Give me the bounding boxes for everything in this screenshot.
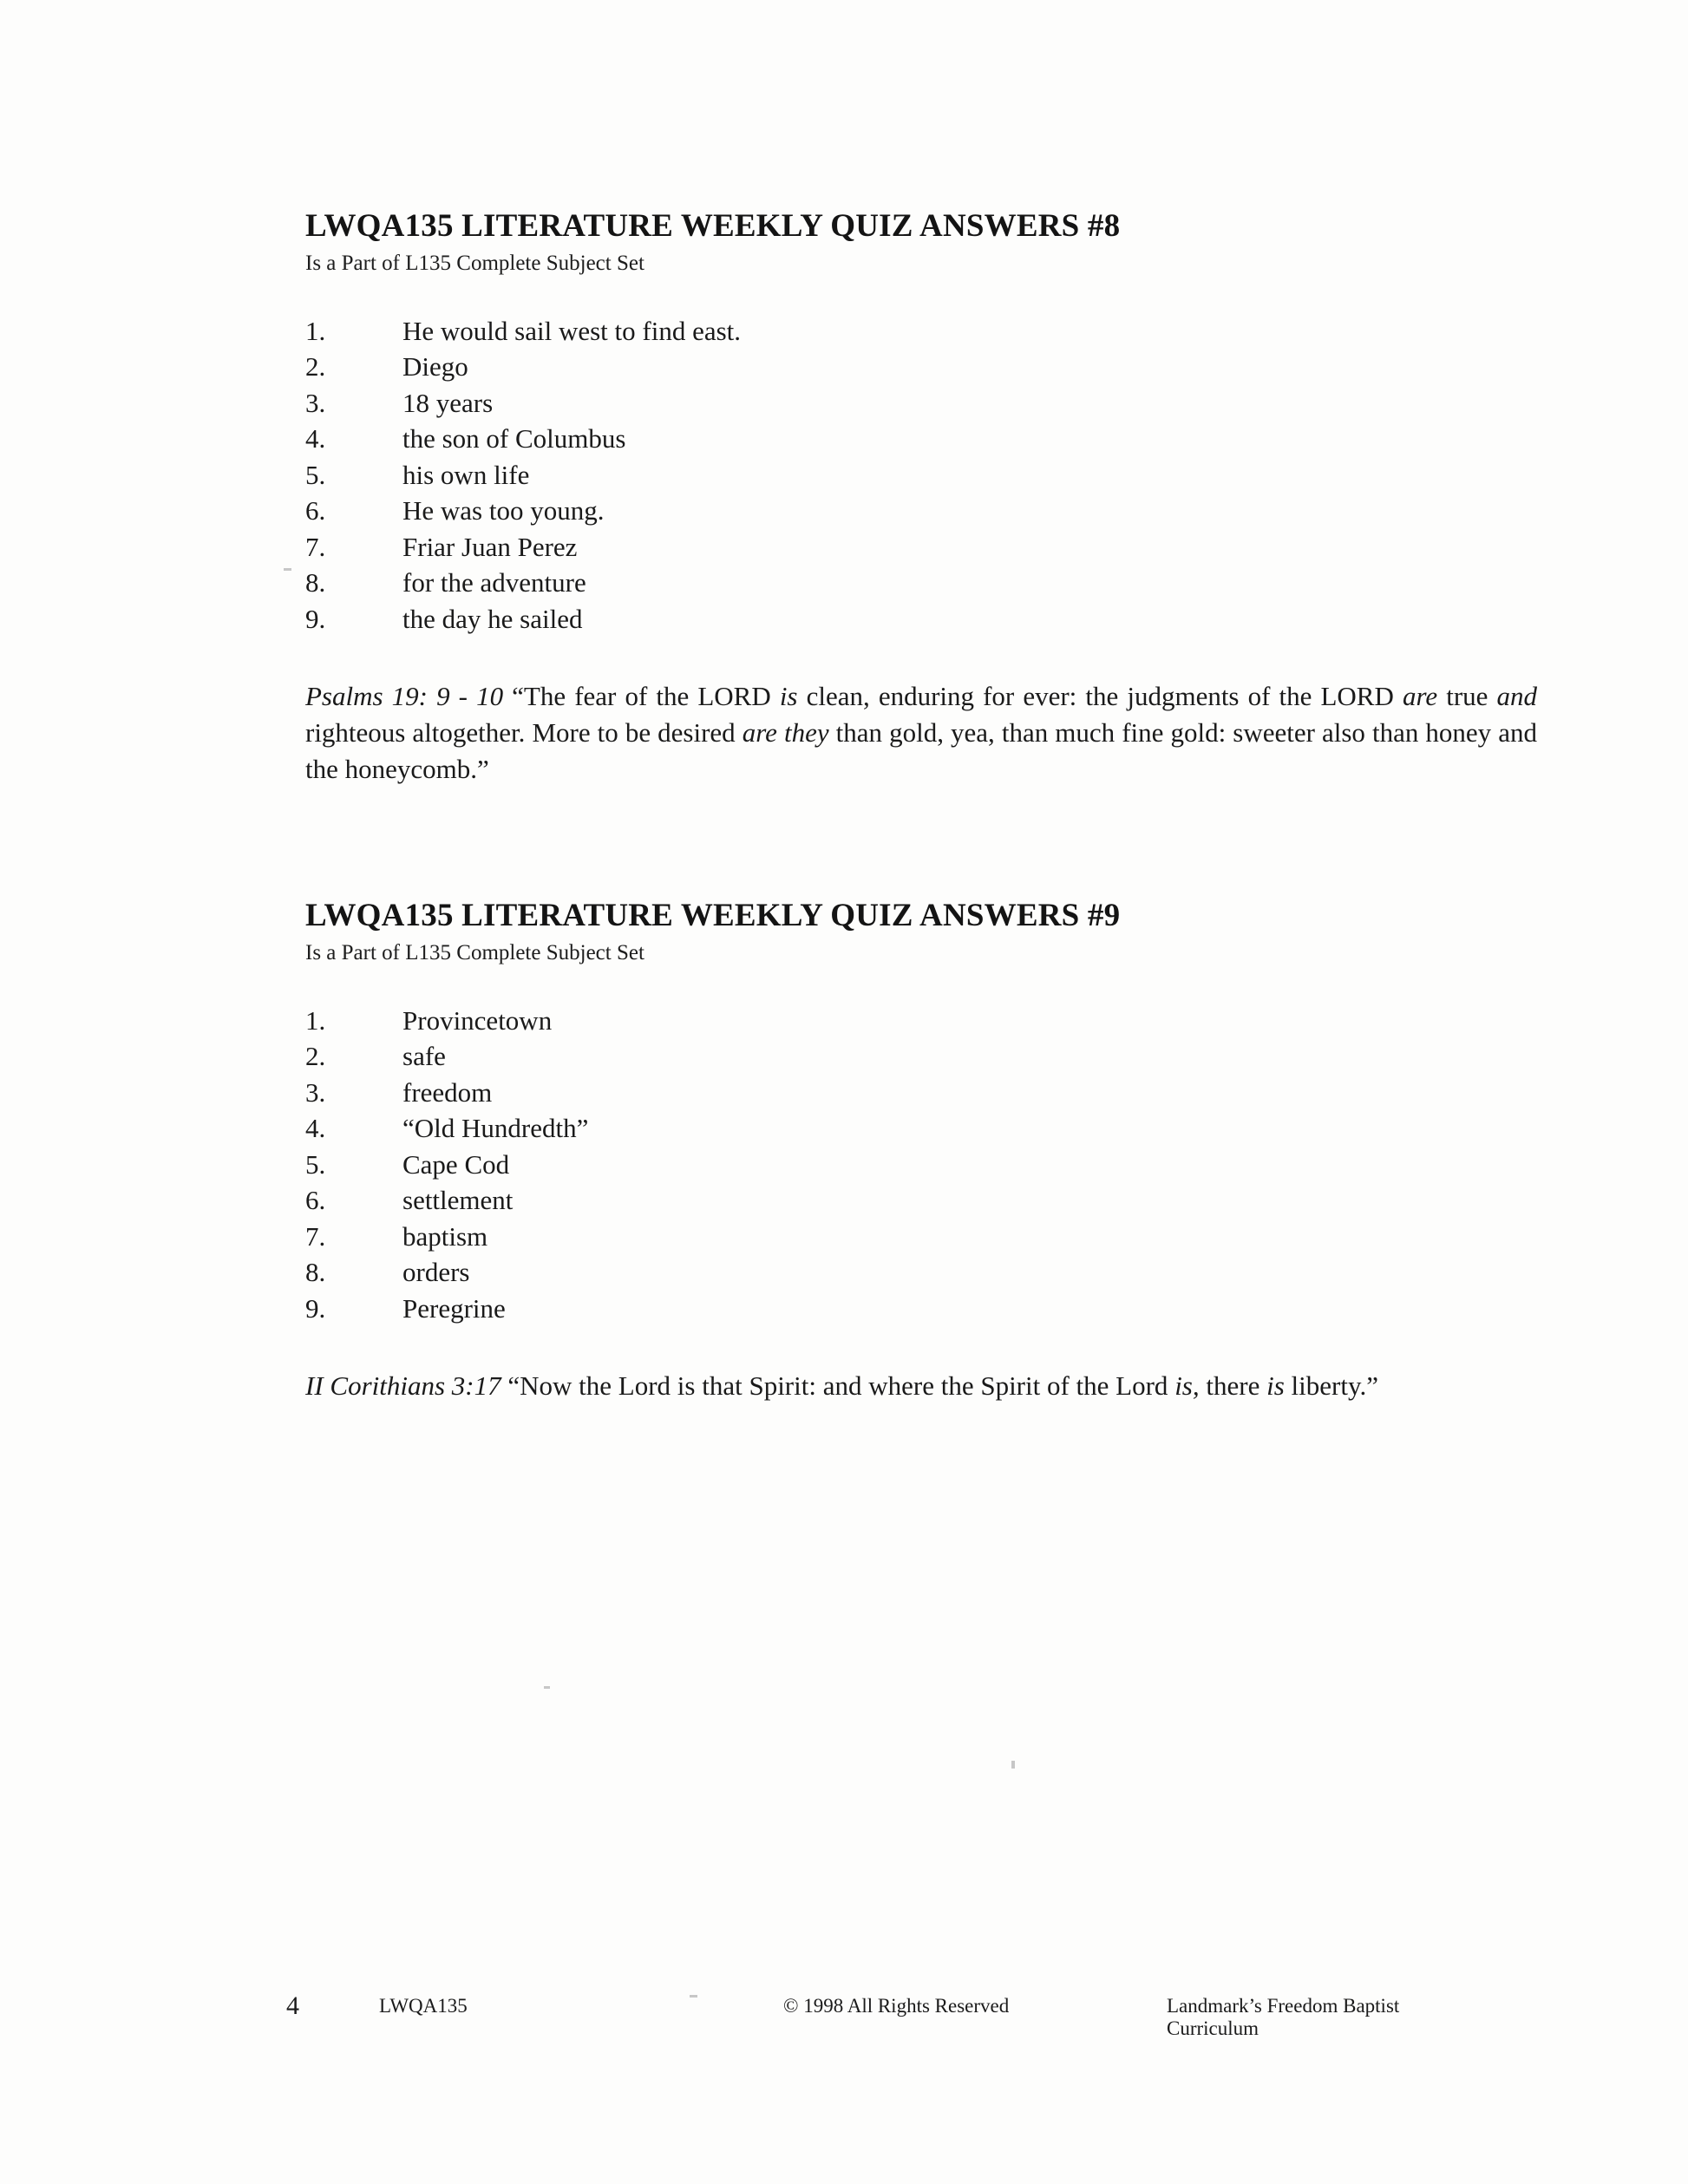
answer-number: 4. — [305, 1113, 326, 1144]
answer-text: safe — [402, 1041, 446, 1072]
scripture-quote-8 — [305, 678, 1537, 788]
answer-number: 4. — [305, 423, 326, 454]
quiz-section-9 — [305, 898, 1537, 1404]
answer-text: Diego — [402, 351, 468, 383]
scripture-italic: are — [1402, 681, 1438, 712]
answer-item — [305, 349, 1537, 385]
answer-text: the son of Columbus — [402, 423, 626, 454]
answer-number: 7. — [305, 1220, 326, 1252]
answer-number: 9. — [305, 603, 326, 634]
scripture-part: righteous altogether. More to be desired — [305, 717, 743, 749]
answer-number: 6. — [305, 495, 326, 526]
answer-item — [305, 1075, 1537, 1111]
section-subtitle-8: Is a Part of L135 Complete Subject Set — [305, 251, 644, 275]
answer-item — [305, 529, 1537, 566]
answer-item — [305, 1219, 1537, 1255]
scripture-part: liberty.” — [1284, 1370, 1378, 1402]
answer-text: He would sail west to find east. — [402, 315, 742, 346]
scan-speck — [284, 568, 291, 571]
answer-number: 7. — [305, 531, 326, 562]
answer-item — [305, 1182, 1537, 1219]
answer-item — [305, 1291, 1537, 1327]
scripture-italic: are they — [742, 717, 829, 749]
scripture-part: “Now the Lord is that Spirit: and where the Spirit of the Lord — [501, 1370, 1175, 1402]
scripture-part: than gold, yea, than much fine gold: sweeter also than honey and the honeycomb.” — [305, 717, 1537, 785]
answer-number: 8. — [305, 1257, 326, 1288]
document-body — [305, 208, 1537, 1431]
answer-text: “Old Hundredth” — [402, 1113, 589, 1144]
answer-list-9 — [305, 1003, 1537, 1327]
answer-text: his own life — [402, 459, 530, 490]
scan-speck — [544, 1686, 550, 1689]
scripture-italic: and — [1496, 681, 1537, 712]
answer-item — [305, 421, 1537, 457]
answer-list-8 — [305, 313, 1537, 638]
answer-number: 2. — [305, 1041, 326, 1072]
scripture-italic: is — [1266, 1370, 1285, 1402]
answer-text: orders — [402, 1257, 470, 1288]
answer-number: 3. — [305, 387, 326, 418]
answer-text: Peregrine — [402, 1292, 506, 1324]
page-footer — [286, 1991, 1428, 2039]
quiz-section-8 — [305, 208, 1537, 788]
answer-number: 3. — [305, 1076, 326, 1108]
answer-item — [305, 1147, 1537, 1183]
answer-number: 2. — [305, 351, 326, 383]
answer-text: baptism — [402, 1220, 488, 1252]
answer-item — [305, 601, 1537, 638]
answer-number: 6. — [305, 1185, 326, 1216]
scripture-italic: is, — [1174, 1370, 1200, 1402]
answer-number: 8. — [305, 567, 326, 598]
section-title-8: LWQA135 LITERATURE WEEKLY QUIZ ANSWERS #8 — [305, 208, 1121, 244]
answer-text: freedom — [402, 1076, 493, 1108]
scripture-part: true — [1437, 681, 1497, 712]
footer-curriculum: Landmark’s Freedom Baptist Curriculum — [1167, 1995, 1400, 2039]
answer-number: 5. — [305, 1148, 326, 1180]
answer-text: 18 years — [402, 387, 494, 418]
answer-number: 1. — [305, 315, 326, 346]
footer-copyright: © 1998 All Rights Reserved — [783, 1995, 1010, 2017]
scripture-part: clean, enduring for ever: the judgments of the LORD — [797, 681, 1403, 712]
answer-item — [305, 565, 1537, 601]
scripture-italic: is — [779, 681, 798, 712]
answer-text: for the adventure — [402, 567, 586, 598]
answer-text: Friar Juan Perez — [402, 531, 578, 562]
page-number: 4 — [286, 1991, 299, 2020]
answer-item — [305, 1038, 1537, 1075]
section-subtitle-9: Is a Part of L135 Complete Subject Set — [305, 940, 644, 964]
section-title-9: LWQA135 LITERATURE WEEKLY QUIZ ANSWERS #9 — [305, 898, 1121, 934]
answer-item — [305, 493, 1537, 529]
answer-item — [305, 1003, 1537, 1039]
scripture-part: “The fear of the LORD — [503, 681, 780, 712]
scripture-reference: Psalms 19: 9 - 10 — [305, 681, 504, 712]
answer-text: Cape Cod — [402, 1148, 510, 1180]
answer-number: 1. — [305, 1004, 326, 1036]
answer-text: the day he sailed — [402, 603, 583, 634]
section-divider-space — [305, 814, 1537, 898]
footer-code: LWQA135 — [379, 1995, 468, 2017]
answer-item — [305, 385, 1537, 422]
scripture-quote-9 — [305, 1368, 1537, 1404]
answer-text: Provincetown — [402, 1004, 553, 1036]
answer-item — [305, 457, 1537, 494]
scan-speck — [1011, 1761, 1015, 1769]
answer-item — [305, 1254, 1537, 1291]
scripture-part: there — [1199, 1370, 1267, 1402]
answer-text: He was too young. — [402, 495, 605, 526]
answer-item — [305, 1110, 1537, 1147]
answer-number: 9. — [305, 1292, 326, 1324]
answer-number: 5. — [305, 459, 326, 490]
scripture-reference: II Corithians 3:17 — [305, 1370, 501, 1402]
answer-text: settlement — [402, 1185, 514, 1216]
answer-item — [305, 313, 1537, 350]
